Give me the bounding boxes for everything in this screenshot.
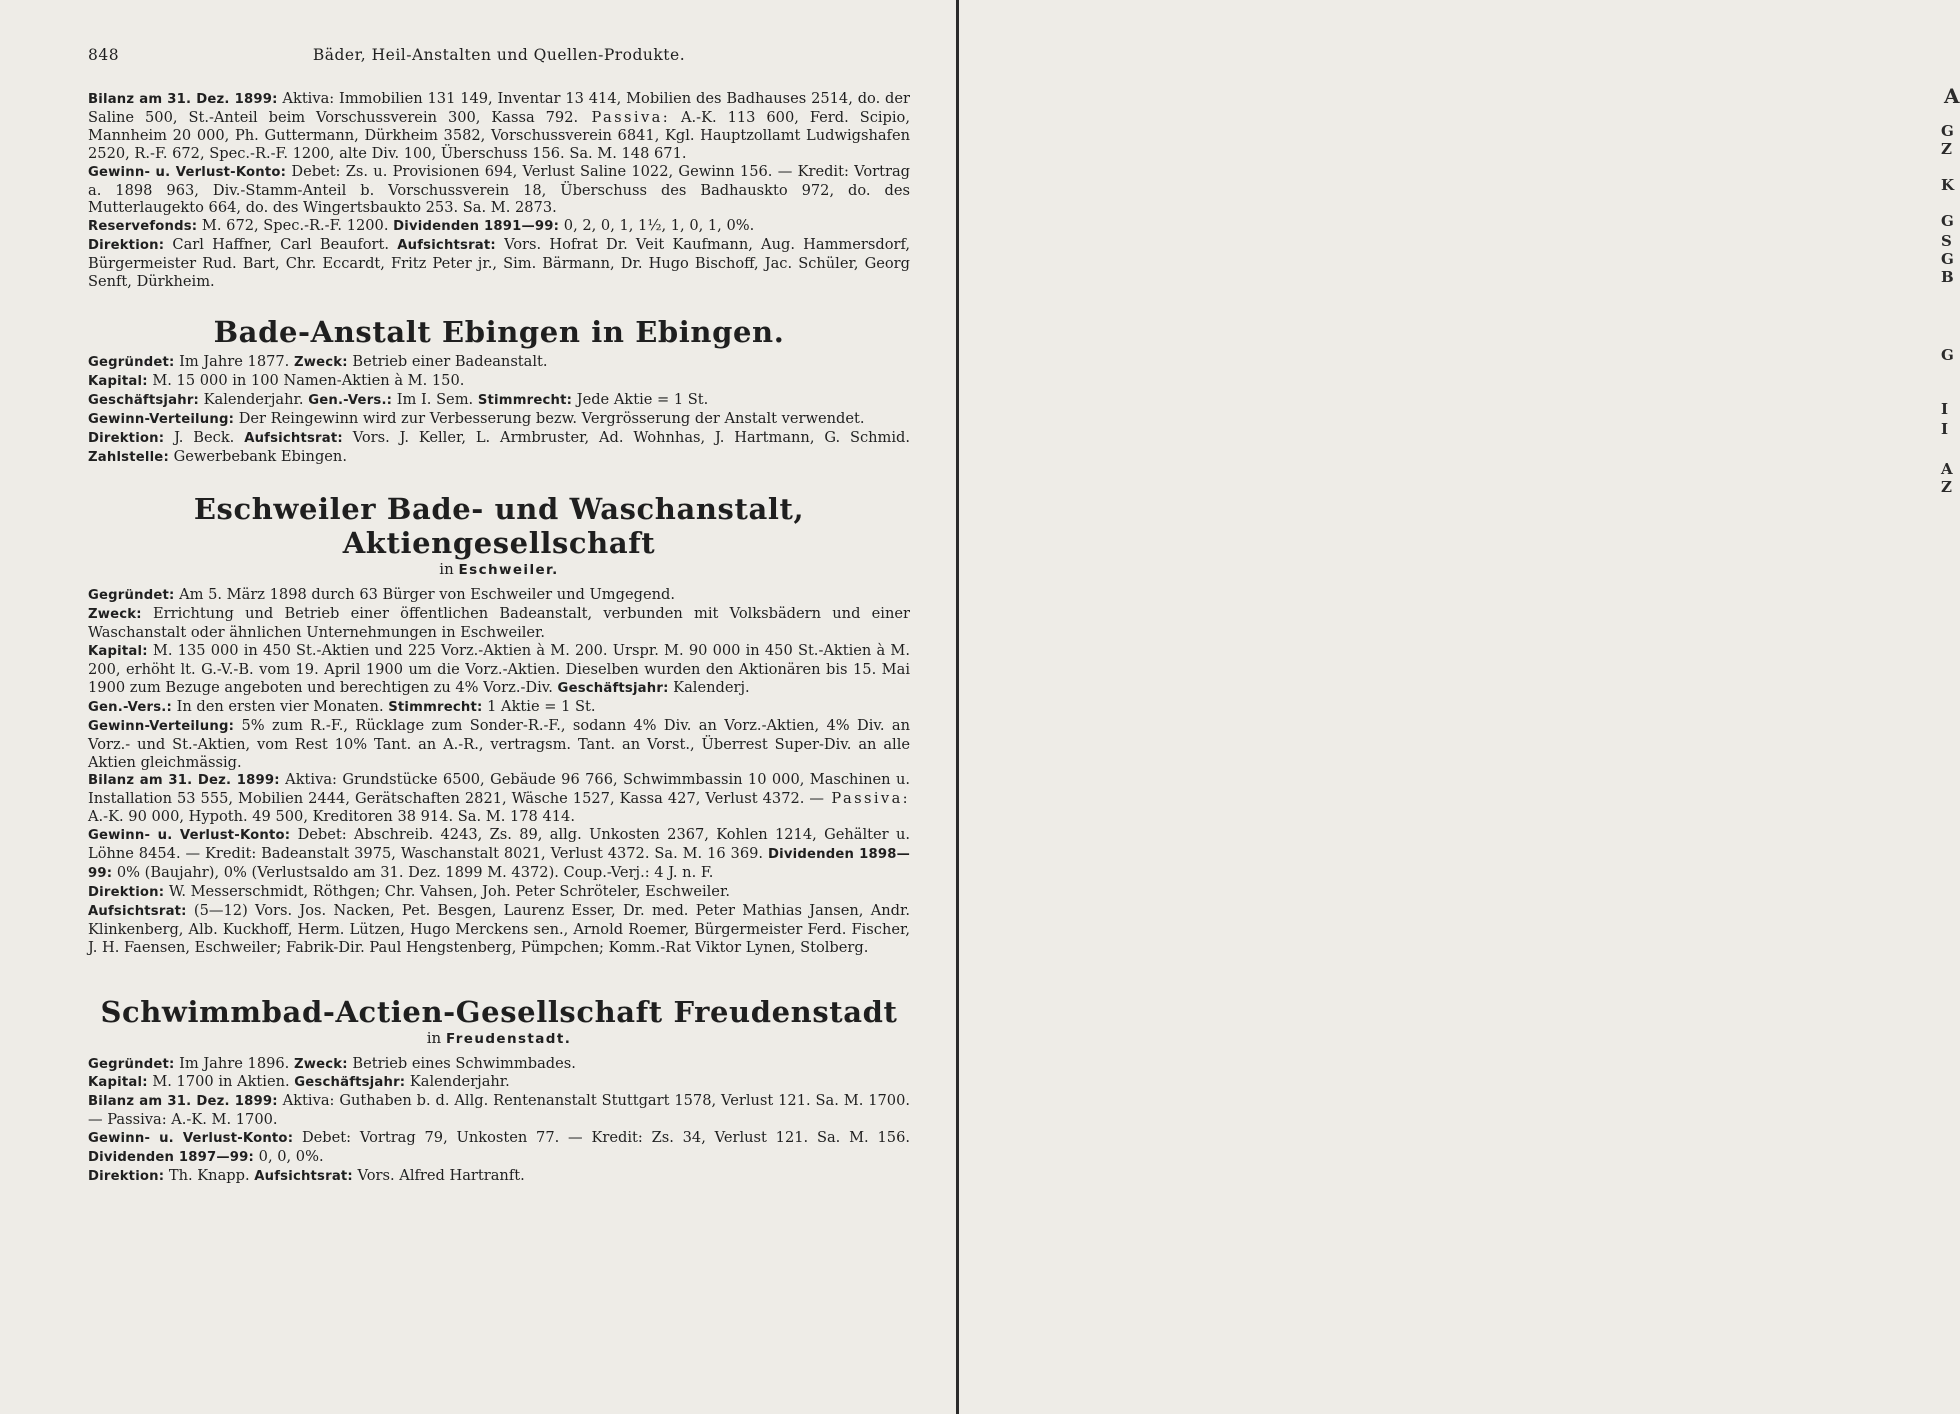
entry-paragraph xyxy=(88,372,910,391)
field-label: Gewinn- u. Verlust-Konto: xyxy=(88,1131,294,1147)
field-label: Direktion: xyxy=(88,238,165,254)
location-name: Freudenstadt. xyxy=(445,1030,572,1047)
margin-glyph: A xyxy=(1944,84,1960,108)
entry-title: Eschweiler Bade- und Waschanstalt, Aktiengesellschaft xyxy=(193,492,805,561)
field-label: Gen.-Vers.: xyxy=(308,392,393,408)
field-label: Zweck: xyxy=(293,354,348,370)
field-text: A.-K. 90 000, Hypoth. 49 500, Kreditoren 38 914. Sa. M. 178 414. xyxy=(88,808,575,826)
field-label: Direktion: xyxy=(88,1168,165,1184)
margin-glyph: I xyxy=(1941,400,1949,418)
field-text: Im I. Sem. xyxy=(392,390,474,408)
entry-paragraph xyxy=(88,1167,910,1186)
field-sublabel: Passiva: xyxy=(578,108,671,126)
field-text: M. 135 000 in 450 St.-Aktien und 225 Vorz.-Aktien à M. 200. Urspr. M. 90 000 in 450 St.-Aktien à M. 200, erhöht lt. G.-V.-B. vom 19. April 1900 um die Vorz.-Aktien. Dieselben wurden den Aktionären bis 15. Mai 1900 zum Bezuge angeboten und berechtigen zu 4% Vorz.-Div. xyxy=(88,642,910,696)
entry-paragraph xyxy=(88,1073,910,1092)
field-text: Carl Haffner, Carl Beaufort. xyxy=(164,236,390,254)
field-text: Debet: Vortrag 79, Unkosten 77. — Kredit: Zs. 34, Verlust 121. Sa. M. 156. xyxy=(293,1129,910,1147)
carryover-entry xyxy=(88,90,910,291)
field-label: Geschäftsjahr: xyxy=(294,1075,406,1091)
field-text: Vors. J. Keller, L. Armbruster, Ad. Wohnhas, J. Hartmann, G. Schmid. xyxy=(342,428,911,446)
entry-paragraph xyxy=(88,771,910,826)
reserve-paragraph xyxy=(88,217,910,236)
location-prefix: in xyxy=(426,1028,446,1047)
freudenstadt-entry xyxy=(88,995,910,1186)
field-label: Zahlstelle: xyxy=(88,449,169,465)
field-text: Im Jahre 1896. xyxy=(174,1054,290,1072)
field-label: Gewinn- u. Verlust-Konto: xyxy=(88,164,287,180)
entry-paragraph xyxy=(88,410,910,429)
margin-glyph: Z xyxy=(1941,140,1952,158)
entry-paragraph xyxy=(88,826,910,883)
entry-location xyxy=(88,560,910,580)
field-text: 0, 0, 0%. xyxy=(254,1148,324,1166)
field-label: Zweck: xyxy=(88,607,142,623)
entry-paragraph xyxy=(88,1129,910,1167)
margin-glyph: A xyxy=(1941,460,1953,478)
field-text: Errichtung und Betrieb einer öffentlichen Badeanstalt, verbunden mit Volksbädern und einer Waschanstalt oder ähnlichen Unternehmungen in Eschweiler. xyxy=(88,605,910,642)
entry-title: Bade-Anstalt Ebingen in Ebingen. xyxy=(213,314,785,349)
field-label: Kapital: xyxy=(88,1075,148,1091)
field-label: Bilanz am 31. Dez. 1899: xyxy=(88,92,278,107)
field-label: Kapital: xyxy=(88,644,148,660)
entry-paragraph xyxy=(88,353,910,372)
field-label: Gen.-Vers.: xyxy=(88,699,172,715)
field-label: Reservefonds: xyxy=(88,219,198,235)
field-text: Kalenderjahr. xyxy=(405,1073,510,1091)
entry-paragraph xyxy=(88,429,910,467)
margin-glyph: G xyxy=(1941,250,1954,268)
field-text: J. Beck. xyxy=(164,428,235,446)
field-text: Betrieb einer Badeanstalt. xyxy=(347,352,548,370)
adjacent-page-margin xyxy=(956,0,1960,1414)
field-label: Dividenden 1897—99: xyxy=(88,1150,255,1166)
entry-paragraph xyxy=(88,586,910,605)
field-label: Stimmrecht: xyxy=(388,699,483,715)
running-header-title: Bäder, Heil-Anstalten und Quellen-Produkte. xyxy=(312,46,686,64)
document-page xyxy=(88,46,910,1186)
field-text: Aktiva: Grundstücke 6500, Gebäude 96 766, Schwimmbassin 10 000, Maschinen u. Installation 53 555, Mobilien 2444, Gerätschaften 2821, Wäsche 1527, Kassa 427, Verlust 4372. — xyxy=(88,771,910,808)
entry-paragraph xyxy=(88,883,910,902)
field-text: (5—12) Vors. Jos. Nacken, Pet. Besgen, Laurenz Esser, Dr. med. Peter Mathias Jansen, Andr. Klinkenberg, Alb. Kuckhoff, Herm. Lützen, Hugo Merckens sen., Arnold Roemer, Bürgermeister Ferd. Fischer, J. H. Faensen, Eschweiler; Fabrik-Dir. Paul Hengstenberg, Pümpchen; Komm.-Rat Viktor Lynen, Stolberg. xyxy=(88,901,910,956)
field-label: Gegründet: xyxy=(88,588,175,604)
entry-paragraph xyxy=(88,902,910,957)
running-header xyxy=(88,46,910,76)
entry-paragraph xyxy=(88,1055,910,1074)
field-label: Gewinn-Verteilung: xyxy=(88,411,235,427)
entry-paragraph xyxy=(88,1092,910,1129)
field-text: W. Messerschmidt, Röthgen; Chr. Vahsen, Joh. Peter Schröteler, Eschweiler. xyxy=(164,882,730,900)
location-name: Eschweiler. xyxy=(458,562,559,579)
margin-glyph: I xyxy=(1941,420,1949,438)
margin-glyph: S xyxy=(1941,232,1952,250)
field-text: M. 672, Spec.-R.-F. 1200. xyxy=(197,217,389,235)
field-text: Th. Knapp. xyxy=(164,1166,250,1184)
field-text: Debet: Abschreib. 4243, Zs. 89, allg. Unkosten 2367, Kohlen 1214, Gehälter u. Löhne 8454. — Kredit: Badeanstalt 3975, Waschanstalt 8021, Verlust 4372. Sa. M. 16 369. xyxy=(88,826,911,863)
margin-glyph: G xyxy=(1941,122,1954,140)
balance-sheet-paragraph xyxy=(88,90,910,163)
field-text: 1 Aktie = 1 St. xyxy=(482,697,596,715)
field-text: 5% zum R.-F., Rücklage zum Sonder-R.-F., sodann 4% Div. an Vorz.-Aktien, 4% Div. an Vorz.- und St.-Aktien, vom Rest 10% Tant. an A.-R., vertragsm. Tant. an Vorst., Überrest Super-Div. an alle Aktien gleichmässig. xyxy=(88,716,910,771)
field-text: Aktiva: Immobilien 131 149, Inventar 13 414, Mobilien des Badhauses 2514, do. der Saline 500, St.-Anteil beim Vorschussverein 300, Kassa 792. xyxy=(88,90,911,126)
field-label: Gegründet: xyxy=(88,1056,175,1072)
field-label: Gewinn-Verteilung: xyxy=(88,718,235,734)
field-label: Geschäftsjahr: xyxy=(557,680,669,696)
field-label: Aufsichtsrat: xyxy=(397,238,496,254)
management-paragraph xyxy=(88,236,910,291)
ebingen-entry xyxy=(88,315,910,466)
field-label: Aufsichtsrat: xyxy=(88,903,187,919)
field-text: Gewerbebank Ebingen. xyxy=(168,447,347,465)
field-label: Aufsichtsrat: xyxy=(244,430,343,446)
entry-location xyxy=(88,1029,910,1049)
field-text: Debet: Zs. u. Provisionen 694, Verlust Saline 1022, Gewinn 156. — Kredit: Vortrag a. 1898 963, Div.-Stamm-Anteil b. Vorschussverein 18, Überschuss des Badhauskto 972, do. des Mutterlaugekto 664, do. des Wingertsbaukto 253. Sa. M. 2873. xyxy=(88,162,910,217)
location-prefix: in xyxy=(439,560,459,579)
field-text: M. 1700 in Aktien. xyxy=(147,1073,290,1091)
field-label: Stimmrecht: xyxy=(477,392,573,408)
page-number: 848 xyxy=(88,46,120,64)
field-label: Geschäftsjahr: xyxy=(88,392,199,408)
field-text: M. 15 000 in 100 Namen-Aktien à M. 150. xyxy=(147,371,465,389)
entry-title: Schwimmbad-Actien-Gesellschaft Freudenstadt xyxy=(100,994,898,1029)
field-label: Gewinn- u. Verlust-Konto: xyxy=(88,828,291,844)
field-text: Vors. Alfred Hartranft. xyxy=(352,1166,525,1184)
field-label: Bilanz am 31. Dez. 1899: xyxy=(88,773,280,789)
entry-paragraph xyxy=(88,717,910,772)
field-label: Direktion: xyxy=(88,884,165,900)
field-text: Betrieb eines Schwimmbades. xyxy=(347,1054,576,1072)
field-text: 0% (Baujahr), 0% (Verlustsaldo am 31. Dez. 1899 M. 4372). Coup.-Verj.: 4 J. n. F. xyxy=(112,864,714,881)
field-label: Bilanz am 31. Dez. 1899: xyxy=(88,1094,278,1110)
field-sublabel: Passiva: xyxy=(824,790,910,808)
field-label: Dividenden 1891—99: xyxy=(393,219,560,235)
eschweiler-entry xyxy=(88,492,910,956)
field-text: 0, 2, 0, 1, 1½, 1, 0, 1, 0%. xyxy=(559,217,755,235)
field-text: Der Reingewinn wird zur Verbesserung bezw. Vergrösserung der Anstalt verwendet. xyxy=(234,409,865,427)
field-text: A.-K. 113 600, Ferd. Scipio, Mannheim 20 000, Ph. Guttermann, Dürkheim 3582, Vorschussverein 6841, Kgl. Hauptzollamt Ludwigshafen 2520, R.-F. 672, Spec.-R.-F. 1200, alte Div. 100, Überschuss 156. Sa. M. 148 671. xyxy=(88,108,910,162)
margin-glyph: Z xyxy=(1941,478,1952,496)
entry-paragraph xyxy=(88,391,910,410)
field-text: Kalenderjahr. xyxy=(199,390,304,408)
profit-loss-paragraph xyxy=(88,163,910,218)
field-label: Zweck: xyxy=(293,1056,348,1072)
entry-paragraph xyxy=(88,642,910,698)
margin-glyph: B xyxy=(1941,268,1954,286)
field-label: Gegründet: xyxy=(88,354,175,370)
field-text: Kalenderj. xyxy=(668,678,750,696)
field-text: Im Jahre 1877. xyxy=(174,352,290,370)
entry-paragraph xyxy=(88,605,910,642)
field-text: Aktiva: Guthaben b. d. Allg. Rentenanstalt Stuttgart 1578, Verlust 121. Sa. M. 1700. — Passiva: A.-K. M. 1700. xyxy=(88,1092,911,1129)
field-label: Aufsichtsrat: xyxy=(254,1168,353,1184)
field-label: Dividenden 1898—99: xyxy=(88,847,911,881)
field-label: Direktion: xyxy=(88,430,165,446)
field-text: Vors. Hofrat Dr. Veit Kaufmann, Aug. Hammersdorf, Bürgermeister Rud. Bart, Chr. Eccardt, Fritz Peter jr., Sim. Bärmann, Dr. Hugo Bischoff, Jac. Schüler, Georg Senft, Dürkheim. xyxy=(88,236,910,291)
field-text: Jede Aktie = 1 St. xyxy=(572,390,709,408)
entry-paragraph xyxy=(88,698,910,717)
margin-glyph: G xyxy=(1941,346,1954,364)
margin-glyph: G xyxy=(1941,212,1954,230)
field-text: In den ersten vier Monaten. xyxy=(171,697,384,715)
margin-glyph: K xyxy=(1941,176,1955,194)
field-text: Am 5. März 1898 durch 63 Bürger von Eschweiler und Umgegend. xyxy=(174,586,675,604)
field-label: Kapital: xyxy=(88,373,148,389)
